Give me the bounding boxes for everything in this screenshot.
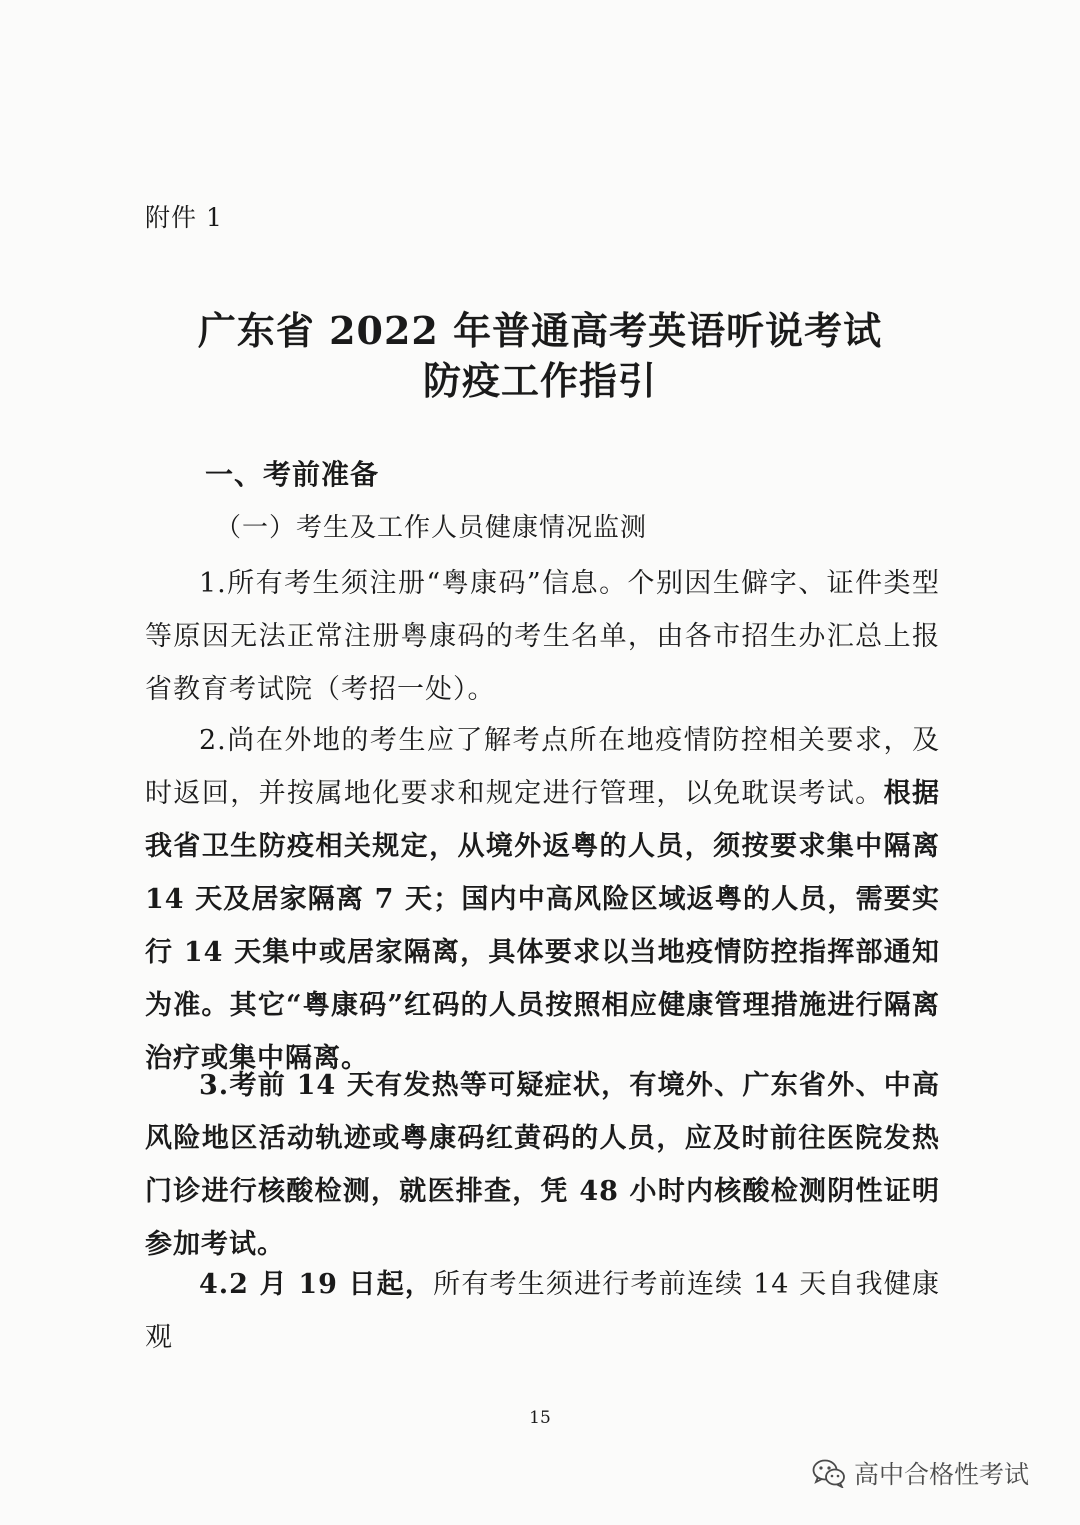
wechat-icon (812, 1458, 846, 1488)
watermark-text: 高中合格性考试 (854, 1460, 1030, 1489)
paragraph-1 (145, 557, 940, 716)
paragraph-4 (145, 1258, 940, 1364)
paragraph-2-text: 2.尚在外地的考生应了解考点所在地疫情防控相关要求，及时返回，并按属地化要求和规定进行管理，以免耽误考试。 (145, 725, 940, 809)
paragraph-1-text: 1.所有考生须注册“粤康码”信息。个别因生僻字、证件类型等原因无法正常注册粤康码的考生名单，由各市招生办汇总上报省教育考试院（考招一处）。 (145, 568, 940, 705)
paragraph-4-text: 所有考生须进行考前连续 14 天自我健康观 (145, 1269, 940, 1353)
section-heading: 一、考前准备 (205, 458, 380, 491)
document-title-line1: 广东省 2022 年普通高考英语听说考试 (197, 308, 883, 353)
paragraph-3-bold-text: 3.考前 14 天有发热等可疑症状，有境外、广东省外、中高风险地区活动轨迹或粤康码红黄码的人员，应及时前往医院发热门诊进行核酸检测，就医排查，凭 48 小时内核酸检测阴性证明参加考试。 (145, 1070, 940, 1260)
paragraph-3 (145, 1059, 940, 1271)
wechat-watermark (812, 1455, 1029, 1491)
document-title-line2: 防疫工作指引 (422, 358, 657, 403)
attachment-label: 附件 1 (145, 203, 223, 232)
page-number: 15 (529, 1408, 551, 1428)
paragraph-4-bold-text: 4.2 月 19 日起， (199, 1269, 434, 1300)
paragraph-2 (145, 714, 940, 1085)
paragraph-2-bold-text: 根据我省卫生防疫相关规定，从境外返粤的人员，须按要求集中隔离 14 天及居家隔离 7 天；国内中高风险区域返粤的人员，需要实行 14 天集中或居家隔离，具体要求以当地疫情防控指挥部通知为准。其它“粤康码”红码的人员按照相应健康管理措施进行隔离治疗或集中隔离。 (145, 778, 941, 1074)
subsection-heading: （一）考生及工作人员健康情况监测 (215, 513, 648, 543)
